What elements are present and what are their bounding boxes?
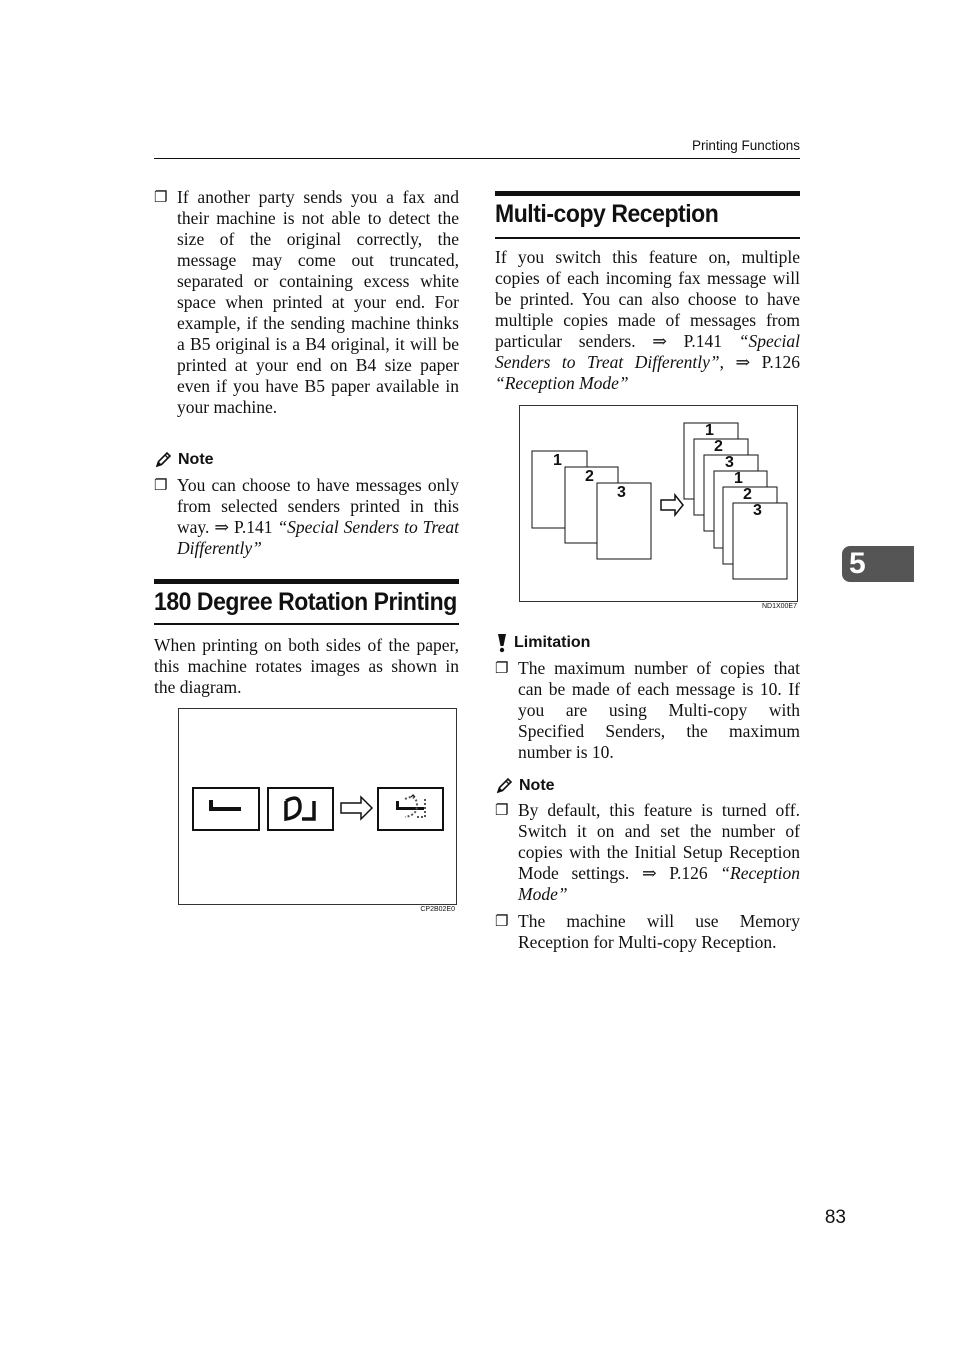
limitation-bullet-item — [495, 658, 800, 764]
output-label: 2 — [743, 486, 752, 503]
section-top-bar — [154, 579, 459, 584]
cross-reference-link[interactable]: “Reception Mode” — [495, 373, 629, 393]
section-top-bar — [495, 191, 800, 196]
section-rule — [495, 237, 800, 239]
output-label: 3 — [753, 502, 762, 519]
multicopy-body-text — [495, 247, 800, 394]
note-label: Note — [178, 450, 214, 468]
pencil-icon — [495, 776, 514, 795]
output-label: 1 — [734, 470, 743, 487]
section-title-rotation: 180 Degree Rotation Printing — [154, 588, 457, 616]
checkbox-bullet-icon: ❐ — [495, 912, 509, 930]
pencil-icon — [154, 450, 173, 469]
multicopy-diagram — [519, 405, 798, 602]
outline-arrow-right-icon — [341, 797, 372, 819]
checkbox-bullet-icon: ❐ — [495, 801, 509, 819]
checkbox-bullet-icon: ❐ — [154, 188, 168, 206]
limitation-label: Limitation — [514, 634, 591, 651]
multicopy-body: If you switch this feature on, multiple copies of each incoming fax message will be printed. You can also choose to have multiple copies made of messages from particular senders. ⇒ P.141 — [495, 247, 800, 351]
note-heading — [495, 776, 555, 795]
output-label: 3 — [725, 454, 734, 471]
note-bullet-item — [495, 911, 800, 955]
running-header: Printing Functions — [691, 138, 800, 153]
intro-text: If another party sends you a fax and their machine is not able to detect the size of the original correctly, the message may come out truncated, separated or containing excess white space when printed at your end. For example, if the sending machine thinks a B5 original is a B4 original, it will be printed at your end on B4 size paper even if you have B5 paper available in your machine. — [177, 187, 459, 417]
limitation-text: The maximum number of copies that can be made of each message is 10. If you are using Multi-copy with Specified Senders, the maximum number is 10. — [518, 658, 800, 762]
original-label: 1 — [553, 452, 562, 469]
header-rule — [154, 158, 800, 159]
note-bullet-item — [495, 800, 800, 906]
original-label: 3 — [617, 484, 626, 501]
note-label: Note — [519, 776, 555, 794]
intro-bullet-item — [154, 187, 459, 439]
figure-code-multicopy: ND1X00E7 — [761, 603, 797, 610]
exclamation-icon — [495, 633, 509, 653]
checkbox-bullet-icon: ❐ — [154, 476, 168, 494]
note-item-text — [518, 800, 800, 905]
rotation-body-text: When printing on both sides of the paper, this machine rotates images as shown in the diagram. — [154, 635, 459, 697]
note-heading — [154, 450, 214, 469]
section-rule — [154, 623, 459, 625]
note-bullet-item — [154, 475, 459, 561]
rotation-diagram-art — [179, 709, 456, 904]
note-item-body: By default, this feature is turned off. Switch it on and set the number of copies with the Initial Setup Reception Mode settings. ⇒ P.126 — [518, 800, 800, 883]
rotation-diagram — [178, 708, 457, 905]
note-item-body: You can choose to have messages only from selected senders printed in this way. ⇒ P.141 — [177, 475, 459, 537]
chapter-tab: 5 — [842, 546, 914, 582]
ref-separator: , ⇒ P.126 — [719, 352, 800, 372]
outline-arrow-right-icon — [661, 495, 683, 515]
cross-reference-link[interactable]: “Reception Mode” — [518, 863, 800, 904]
limitation-heading — [495, 633, 590, 653]
checkbox-bullet-icon: ❐ — [495, 659, 509, 677]
output-label: 2 — [714, 438, 723, 455]
original-label: 2 — [585, 468, 594, 485]
cross-reference-link[interactable]: “Special Senders to Treat Differently” — [495, 331, 800, 372]
note-item-text — [177, 475, 459, 559]
note-item-text: The machine will use Memory Reception for Multi-copy Reception. — [518, 911, 800, 952]
output-label: 1 — [705, 422, 714, 439]
page-number: 83 — [824, 1207, 846, 1228]
cross-reference-link[interactable]: “Special Senders to Treat Differently” — [177, 517, 459, 558]
figure-code-rotation: CP2B02E0 — [420, 906, 455, 913]
section-title-multicopy: Multi-copy Reception — [495, 200, 719, 228]
